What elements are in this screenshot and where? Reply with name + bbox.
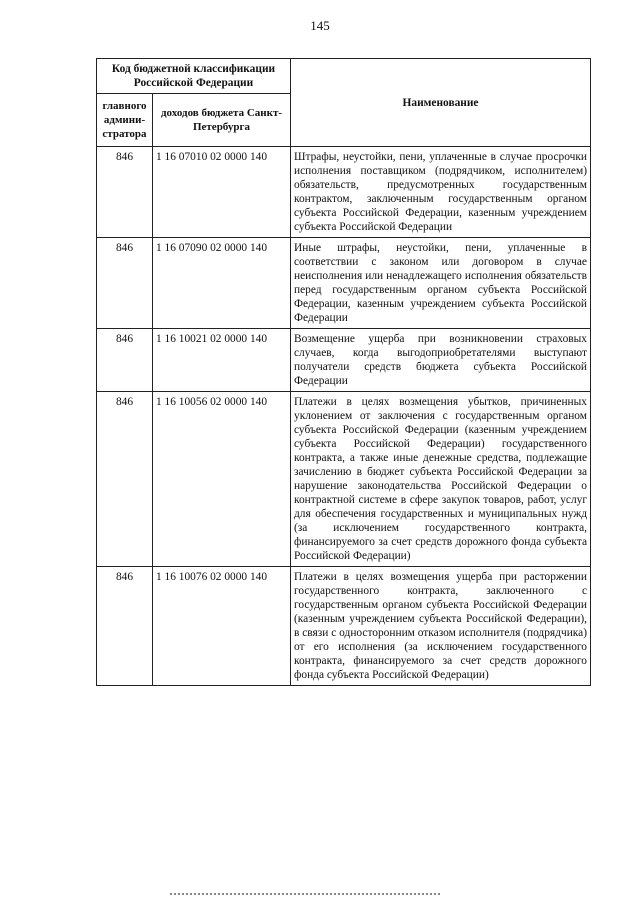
admin-code-cell: 846: [97, 392, 153, 567]
income-code-cell: 1 16 10056 02 0000 140: [153, 392, 291, 567]
admin-code-cell: 846: [97, 147, 153, 238]
page-number: 145: [310, 18, 330, 33]
scan-footer-artifact: [170, 893, 440, 899]
name-cell: Иные штрафы, неустойки, пени, уплаченные в соответствии с законом или договором в случае неисполнения или ненадлежащего исполнения обязательств перед государственным органом субъекта Российской Федерации, казенным учреждением субъекта Российской Федерации: [291, 238, 591, 329]
header-name: Наименование: [291, 59, 591, 147]
table-row: [97, 329, 591, 392]
name-cell: Платежи в целях возмещения ущерба при расторжении государственного контракта, заключенного с государственным органом субъекта Российской Федерации (казенным учреждением субъекта Российской Федерации), в связи с односторонним отказом исполнителя (подрядчика) от его исполнения (за исключением государственного контракта, финансируемого за счет средств дорожного фонда субъекта Российской Федерации): [291, 567, 591, 686]
name-cell: Возмещение ущерба при возникновении страховых случаев, когда выгодоприобретателями выступают получатели средств бюджета субъекта Российской Федерации: [291, 329, 591, 392]
income-code-cell: 1 16 07010 02 0000 140: [153, 147, 291, 238]
header-classification-code: Код бюджетной классификации Российской Федерации: [97, 59, 291, 94]
table-row: [97, 567, 591, 686]
header-main-administrator: главного админи-стратора: [97, 94, 153, 147]
table-row: [97, 147, 591, 238]
admin-code-cell: 846: [97, 567, 153, 686]
header-budget-income: доходов бюджета Санкт-Петербурга: [153, 94, 291, 147]
table-row: [97, 238, 591, 329]
income-code-cell: 1 16 10076 02 0000 140: [153, 567, 291, 686]
table-row: [97, 392, 591, 567]
name-cell: Платежи в целях возмещения убытков, причиненных уклонением от заключения с государственным органом субъекта Российской Федерации (казенным учреждением субъекта Российской Федерации) государственного контракта, а также иные денежные средства, подлежащие зачислению в бюджет субъекта Российской Федерации за нарушение законодательства Российской Федерации о контрактной системе в сфере закупок товаров, работ, услуг для обеспечения государственных и муниципальных нужд (за исключением государственного контракта, финансируемого за счет средств дорожного фонда субъекта Российской Федерации): [291, 392, 591, 567]
admin-code-cell: 846: [97, 238, 153, 329]
admin-code-cell: 846: [97, 329, 153, 392]
budget-classification-table: [96, 58, 591, 686]
income-code-cell: 1 16 07090 02 0000 140: [153, 238, 291, 329]
name-cell: Штрафы, неустойки, пени, уплаченные в случае просрочки исполнения поставщиком (подрядчиком, исполнителем) обязательств, предусмотренных государственным контрактом, заключенным государственным органом субъекта Российской Федерации, казенным учреждением субъекта Российской Федерации: [291, 147, 591, 238]
income-code-cell: 1 16 10021 02 0000 140: [153, 329, 291, 392]
